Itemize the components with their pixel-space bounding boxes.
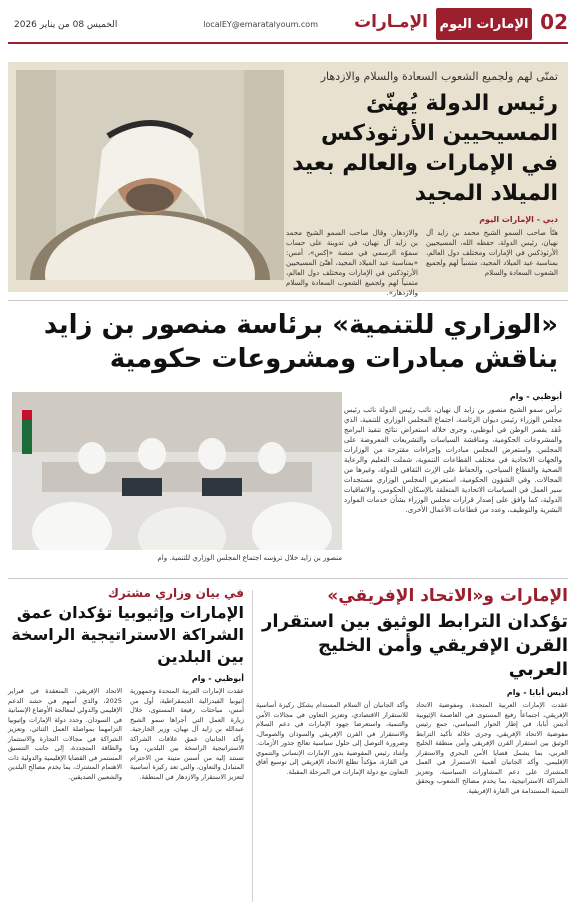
page-number: 02 <box>540 10 568 34</box>
page-header <box>8 6 568 50</box>
meeting-illustration <box>12 392 342 550</box>
body-column: والازدهار. وقال صاحب السمو الشيخ محمد بن زايد آل نهيان، في تدوينة على حساب سموّه الرسمي في منصة «إكس»، أمس: «بمناسبة عيد الميلاد المجيد، أهنّئ المسيحيين الأرثوذكس في الإمارات ومختلف دول العالم، متمنياً لهم ولجميع الشعوب السعادة والسلام والازدهار». <box>286 229 418 297</box>
newspaper-logo: الإمارات اليوم <box>436 8 532 40</box>
section-email: localEY@emaratalyoum.com <box>203 20 318 29</box>
column-separator <box>252 590 253 902</box>
body-column: وأكد الجانبان أن السلام المستدام يشكل ركيزة أساسية للاستقرار الاقتصادي، وتعزيز التعاون في مجالات الأمن والتنمية، واستعرضا جهود الإمارات في دعم السلام والاستقرار في القرن الإفريقي والسودان والصومال، وضرورة التوصل إلى حلول سياسية تعالج جذور الأزمات. وأشاد رئيس المفوضية بدور الإمارات الإنساني والتنموي في القارة، مؤكداً تطلع الاتحاد الإفريقي إلى توسيع آفاق التعاون مع دولة الإمارات في المرحلة المقبلة. <box>256 701 408 776</box>
section-divider <box>8 578 568 579</box>
body-column: عقدت الإمارات العربية المتحدة، ومفوضية الاتحاد الإفريقي، اجتماعاً رفيع المستوى في العاصمة الإثيوبية أديس أبابا، في إطار الحوار السياسي، جمع رئيس مفوضية الاتحاد الإفريقي، وجرى خلاله تأكيد الترابط الوثيق بين استقرار القرن الإفريقي وأمن منطقة الخليج العربي، بما يشمل قضايا الأمن البحري والاستقرار الإقليمي. وأكد الجانبان أهمية الاستمرار في العمل المشترك على دعم المشاورات السياسية، وتعزيز الشراكة الاستراتيجية، بما يخدم مصالح الشعوب ويحقق التنمية المستدامة في القارة الإفريقية. <box>416 701 568 795</box>
article-body <box>256 701 568 796</box>
article-development-council <box>8 308 568 570</box>
article-body <box>8 687 244 782</box>
article-byline: أبوظبي - وام <box>509 392 562 401</box>
article-headline: الإمارات وإثيوبيا تؤكدان عمق الشراكة الاستراتيجية الراسخة بين البلدين <box>11 603 244 666</box>
article-uae-african-union <box>256 586 568 904</box>
article-kicker: في بيان وزاري مشترك <box>107 586 244 600</box>
article-uae-ethiopia <box>8 586 244 904</box>
body-column: عقدت الإمارات العربية المتحدة وجمهورية إثيوبيا الفيدرالية الديمقراطية، أول من أمس، مباحثات رفيعة المستوى، خلال زيارة العمل التي أجراها سمو الشيخ عبدالله بن زايد آل نهيان، وزير الخارجية. وأكد الجانبان عمق علاقات الشراكة الاستراتيجية الراسخة بين البلدين، وما تستند إليه من أسس متينة من الاحترام المتبادل والتعاون، والتي تعد ركيزة أساسية لتعزيز الاستقرار والازدهار في المنطقة. <box>130 687 244 781</box>
body-column: هنّأ صاحب السمو الشيخ محمد بن زايد آل نهيان، رئيس الدولة، حفظه الله، المسيحيين الأرثوذكس في الإمارات ومختلف دول العالم، بمناسبة عيد الميلاد المجيد، متمنياً لهم ولجميع الشعوب السعادة والسلام <box>426 229 558 277</box>
body-column: الاتحاد الإفريقي، المنعقدة في فبراير 2025، والذي أسهم في حشد الدعم الإقليمي والدولي لمعالجة الأوضاع الإنسانية في السودان. وجدد دولة الإمارات وإثيوبيا التزامهما بمواصلة العمل الثنائي، وتعزيز الشراكة في مجالات التجارة والاستثمار والطاقة المتجددة، إلى جانب التنسيق المستمر في القضايا الإقليمية والدولية ذات الاهتمام المشترك، بما يخدم مصالح البلدين والشعبين الصديقين. <box>8 687 122 781</box>
issue-date: الخميس 08 من يناير 2026 <box>14 20 118 30</box>
article-headline: «الوزاري للتنمية» برئاسة منصور بن زايد يناقش مبادرات ومشروعات حكومية <box>43 310 558 374</box>
article-byline: أبوظبي - وام <box>191 674 244 683</box>
photo-caption: منصور بن زايد خلال ترؤسه اجتماع المجلس الوزاري للتنمية. وام <box>157 554 342 562</box>
article-kicker: تمنّى لهم ولجميع الشعوب السعادة والسلام والازدهار <box>320 70 558 83</box>
meeting-photo <box>12 392 342 550</box>
article-headline: رئيس الدولة يُهنّئ المسيحيين الأرثوذكس في الإمارات والعالم بعيد الميلاد المجيد <box>292 91 558 206</box>
article-body <box>286 228 558 298</box>
article-president-greeting <box>8 62 568 297</box>
section-divider <box>8 300 568 301</box>
article-byline: أديس أبابا - وام <box>506 688 568 697</box>
article-text <box>344 392 562 515</box>
article-kicker: الإمارات و«الاتحاد الإفريقي» <box>327 586 568 606</box>
article-headline: تؤكدان الترابط الوثيق بين استقرار القرن الإفريقي وأمن الخليج العربي <box>262 611 568 680</box>
body-column: ترأس سمو الشيخ منصور بن زايد آل نهيان، نائب رئيس الدولة نائب رئيس مجلس الوزراء رئيس ديوان الرئاسة، اجتماع المجلس الوزاري للتنمية، الذي عُقد بقصر الوطن في أبوظبي، وجرى خلاله استعراض نتائج تنفيذ البرامج والمشروعات الحكومية، ومناقشة السياسات والتشريعات المعروضة على المجلس. واستعرض المجلس مبادرات وإجراءات مقترحة من الوزارات والجهات الاتحادية في مختلف القطاعات التنموية، شملت التعليم والرعاية الصحية والقطاع السياحي، والحفاظ على الإرث الثقافي للدولة، وغيرها من المجالات. وفي الشؤون الحكومية، استعرض المجلس الوزاري مستجدات سير العمل في السياسات الاتحادية المتعلقة بالإسكان الحكومي، والاتفاقيات الدولية، كما وافق على إصدار قرارات مجلس الوزراء بشأن خدمات الموارد البشرية والتوظيف، وعدد من قطاعات الأعمال الأخرى. <box>344 406 562 514</box>
header-rule <box>8 42 568 44</box>
portrait-photo <box>16 70 284 280</box>
article-byline: دبي - الإمارات اليوم <box>479 215 558 224</box>
portrait-illustration <box>16 70 284 280</box>
section-name: الإمـارات <box>354 12 428 32</box>
article-text <box>286 70 558 298</box>
